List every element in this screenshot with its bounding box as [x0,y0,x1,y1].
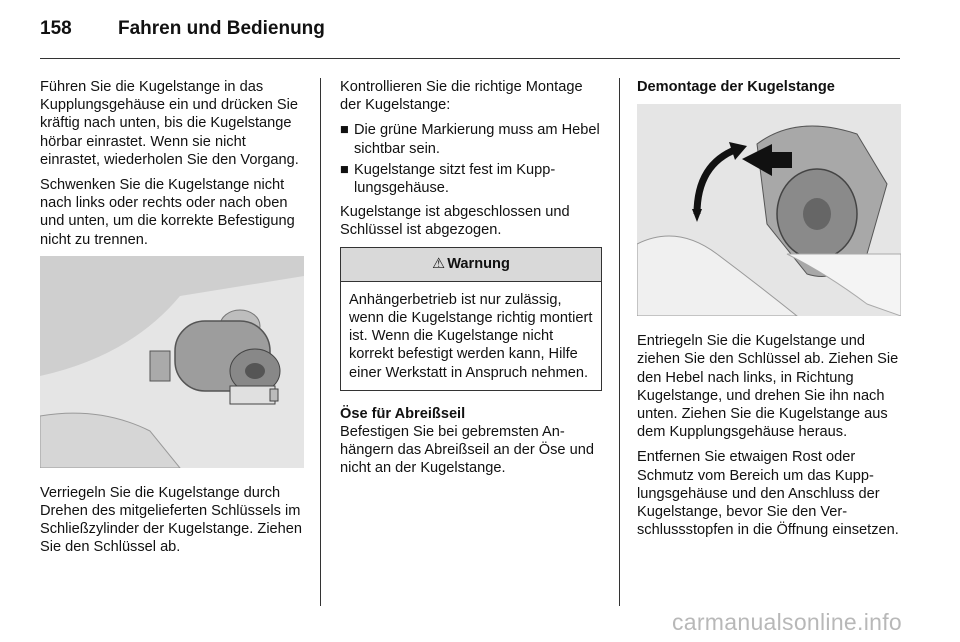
paragraph: Kontrollieren Sie die richtige Montage der Kugelstange: [340,79,583,114]
paragraph: Entfernen Sie etwaigen Rost oder Schmutz vom Bereich um das Kupplungsgehäuse und den Anschluss der Kugelstange, bevor Sie den Verschlussstopfen in die Öffnung einsetzen. [637,449,899,539]
bullet-square-icon: ■ [340,122,349,139]
paragraph: Kugelstange ist abgeschlossen und Schlüssel ist abgezogen. [340,204,570,239]
bullet-square-icon: ■ [340,161,349,178]
list-item: ■ Kugelstange sitzt fest im Kupplungsgehäuse. [340,161,556,197]
paragraph: Schwenken Sie die Kugelstange nicht nach links oder rechts oder nach oben und unten, um die korrekte Befestigung nicht zu trennen. [40,177,295,248]
paragraph: Verriegeln Sie die Kugelstange durch Drehen des mitgelieferten Schlüssels im Schließzylinder der Kugelstange. Ziehen Sie den Schlüssel ab. [40,484,303,556]
warning-triangle-icon: ⚠ [432,255,446,272]
warning-text: Anhängerbetrieb ist nur zulässig, wenn die Kugelstange richtig montiert ist. Wenn die Kugelstange nicht korrekt befestigt werden kann, Hilfe einer Werkstatt in Anspruch nehmen. [349,291,593,381]
page-number: 158 [40,18,72,39]
watermark: carmanualsonline.info [671,609,902,635]
column-right [637,78,902,546]
header-rule [40,58,900,59]
figure-ball-bar-removal [637,104,901,316]
paragraph: Entriegeln Sie die Kugelstange und ziehen Sie den Schlüssel ab. Ziehen Sie den Hebel nach links, in Richtung Kugelstange, und drehen Sie ihn nach unten. Ziehen Sie die Kugelstange aus dem Kupplungsgehäuse heraus. [637,333,899,441]
checklist [340,121,602,197]
page-title: Fahren und Bedienung [118,18,325,39]
section-heading: Öse für Abreißseil [340,405,466,422]
warning-title: ⚠ Warnung [341,248,601,282]
column-divider [619,78,620,606]
figure-ball-bar-lock [40,256,304,468]
page-header [40,18,325,40]
ball-bar-lock-illustration [40,256,304,468]
section-heading: Demontage der Kugelstange [637,79,835,95]
ball-bar-removal-illustration [637,104,901,316]
column-divider [320,78,321,606]
warning-box [340,247,602,391]
column-middle [340,78,602,485]
paragraph: Befestigen Sie bei gebremsten Anhängern das Abreißseil an der Öse und nicht an der Kugelstange. [340,424,594,477]
list-item: ■ Die grüne Markierung muss am Hebel sichtbar sein. [340,122,600,157]
column-left [40,78,306,564]
paragraph: Führen Sie die Kugelstange in das Kupplungsgehäuse ein und drücken Sie kräftig nach unten, bis die Kugelstange hörbar einrastet. Wenn sie nicht einrastet, wiederholen Sie den Vorgang. [40,79,299,168]
